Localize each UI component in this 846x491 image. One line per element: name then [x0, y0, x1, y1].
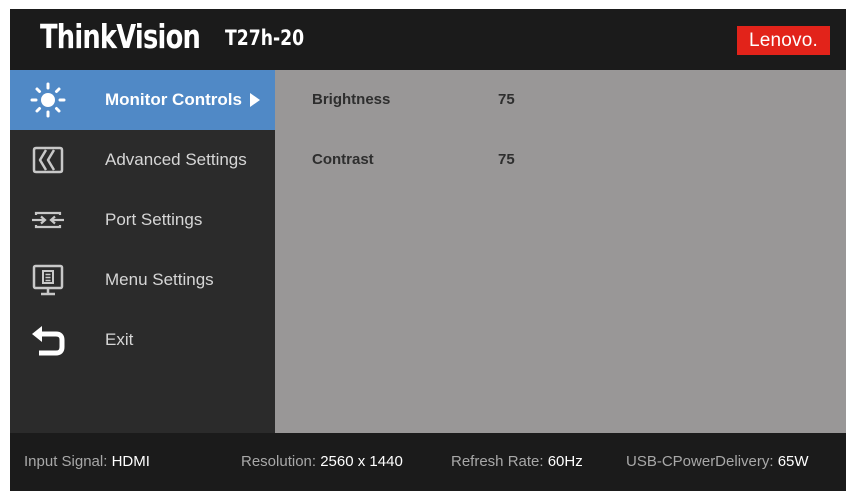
brand-name: ThinkVision — [40, 17, 201, 56]
brightness-icon — [29, 82, 67, 118]
sidebar-item-label: Monitor Controls — [105, 90, 242, 109]
usb-c-power-label: USB-CPowerDelivery: — [626, 453, 774, 470]
contrast-setting[interactable] — [275, 140, 846, 180]
setting-label: Brightness — [312, 91, 391, 108]
input-signal-status — [24, 433, 150, 491]
brightness-setting[interactable] — [275, 80, 846, 120]
osd-menu — [10, 9, 846, 491]
input-signal-value: HDMI — [111, 453, 150, 470]
setting-label: Contrast — [312, 151, 374, 168]
osd-header — [10, 9, 846, 70]
usb-c-power-value: 65W — [777, 453, 809, 470]
setting-value: 75 — [498, 151, 515, 168]
input-signal-label: Input Signal: — [24, 453, 108, 470]
refresh-rate-value: 60Hz — [547, 453, 583, 470]
sidebar-item-menu-settings[interactable] — [10, 250, 275, 310]
refresh-rate-label: Refresh Rate: — [451, 453, 544, 470]
submenu-arrow-icon — [250, 93, 260, 107]
sidebar-item-label: Menu Settings — [105, 270, 214, 289]
resolution-value: 2560 x 1440 — [320, 453, 403, 470]
model-name: T27h-20 — [225, 26, 305, 50]
sidebar-menu — [10, 70, 275, 433]
monitor-menu-icon — [29, 262, 67, 298]
usb-c-power-status — [626, 433, 809, 491]
port-icon — [29, 202, 67, 238]
refresh-rate-status — [451, 433, 583, 491]
settings-panel — [275, 70, 846, 433]
exit-arrow-icon — [29, 322, 67, 358]
setting-value: 75 — [498, 91, 515, 108]
sidebar-item-port-settings[interactable] — [10, 190, 275, 250]
sidebar-item-label: Advanced Settings — [105, 150, 247, 169]
status-bar — [10, 433, 846, 491]
advanced-settings-icon — [29, 142, 67, 178]
sidebar-item-label: Port Settings — [105, 210, 203, 229]
sidebar-item-advanced-settings[interactable] — [10, 130, 275, 190]
lenovo-logo: Lenovo. — [737, 26, 830, 55]
resolution-status — [241, 433, 403, 491]
sidebar-item-label: Exit — [105, 330, 134, 349]
sidebar-item-monitor-controls[interactable] — [10, 70, 275, 130]
sidebar-item-exit[interactable] — [10, 310, 275, 370]
resolution-label: Resolution: — [241, 453, 317, 470]
